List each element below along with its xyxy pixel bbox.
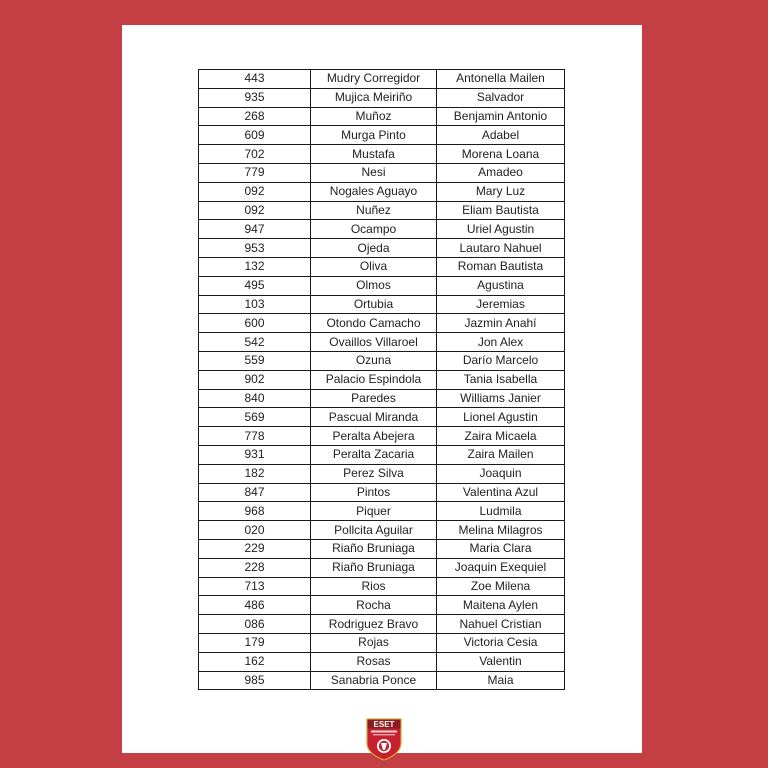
table-row bbox=[199, 633, 565, 652]
first-name-cell: Maitena Aylen bbox=[437, 596, 565, 615]
student-number-cell: 092 bbox=[199, 201, 311, 220]
student-number-cell: 935 bbox=[199, 88, 311, 107]
surname-cell: Ocampo bbox=[311, 220, 437, 239]
student-number-cell: 495 bbox=[199, 276, 311, 295]
student-number-cell: 229 bbox=[199, 539, 311, 558]
table-row bbox=[199, 314, 565, 333]
table-row bbox=[199, 445, 565, 464]
surname-cell: Peralta Zacaria bbox=[311, 445, 437, 464]
table-row bbox=[199, 182, 565, 201]
surname-cell: Palacio Espindola bbox=[311, 370, 437, 389]
surname-cell: Ozuna bbox=[311, 351, 437, 370]
student-number-cell: 985 bbox=[199, 671, 311, 690]
first-name-cell: Maria Clara bbox=[437, 539, 565, 558]
student-number-cell: 609 bbox=[199, 126, 311, 145]
surname-cell: Riaño Bruniaga bbox=[311, 539, 437, 558]
student-list-table bbox=[198, 69, 565, 690]
table-row bbox=[199, 558, 565, 577]
surname-cell: Nesi bbox=[311, 163, 437, 182]
first-name-cell: Mary Luz bbox=[437, 182, 565, 201]
surname-cell: Pintos bbox=[311, 483, 437, 502]
student-number-cell: 132 bbox=[199, 257, 311, 276]
student-number-cell: 086 bbox=[199, 615, 311, 634]
first-name-cell: Melina Milagros bbox=[437, 521, 565, 540]
first-name-cell: Nahuel Cristian bbox=[437, 615, 565, 634]
surname-cell: Nogales Aguayo bbox=[311, 182, 437, 201]
surname-cell: Mujica Meiriño bbox=[311, 88, 437, 107]
student-number-cell: 268 bbox=[199, 107, 311, 126]
first-name-cell: Valentin bbox=[437, 652, 565, 671]
first-name-cell: Adabel bbox=[437, 126, 565, 145]
student-number-cell: 840 bbox=[199, 389, 311, 408]
first-name-cell: Maia bbox=[437, 671, 565, 690]
surname-cell: Ojeda bbox=[311, 239, 437, 258]
surname-cell: Ovaillos Villaroel bbox=[311, 333, 437, 352]
surname-cell: Riaño Bruniaga bbox=[311, 558, 437, 577]
table-row bbox=[199, 671, 565, 690]
eset-shield-logo bbox=[365, 717, 403, 761]
surname-cell: Murga Pinto bbox=[311, 126, 437, 145]
surname-cell: Pollcita Aguilar bbox=[311, 521, 437, 540]
table-row bbox=[199, 464, 565, 483]
student-number-cell: 092 bbox=[199, 182, 311, 201]
first-name-cell: Tania Isabella bbox=[437, 370, 565, 389]
table-row bbox=[199, 257, 565, 276]
surname-cell: Rocha bbox=[311, 596, 437, 615]
table-row bbox=[199, 333, 565, 352]
first-name-cell: Lionel Agustin bbox=[437, 408, 565, 427]
table-row bbox=[199, 389, 565, 408]
table-row bbox=[199, 107, 565, 126]
first-name-cell: Joaquin bbox=[437, 464, 565, 483]
table-row bbox=[199, 521, 565, 540]
first-name-cell: Benjamin Antonio bbox=[437, 107, 565, 126]
student-number-cell: 182 bbox=[199, 464, 311, 483]
table-row bbox=[199, 408, 565, 427]
table-row bbox=[199, 239, 565, 258]
first-name-cell: Zaira Mailen bbox=[437, 445, 565, 464]
first-name-cell: Morena Loana bbox=[437, 145, 565, 164]
table-row bbox=[199, 201, 565, 220]
student-number-cell: 713 bbox=[199, 577, 311, 596]
table-row bbox=[199, 295, 565, 314]
student-number-cell: 778 bbox=[199, 427, 311, 446]
surname-cell: Piquer bbox=[311, 502, 437, 521]
first-name-cell: Zoe Milena bbox=[437, 577, 565, 596]
surname-cell: Mudry Corregidor bbox=[311, 70, 437, 89]
surname-cell: Sanabria Ponce bbox=[311, 671, 437, 690]
student-number-cell: 947 bbox=[199, 220, 311, 239]
surname-cell: Olmos bbox=[311, 276, 437, 295]
table-row bbox=[199, 502, 565, 521]
table-row bbox=[199, 539, 565, 558]
first-name-cell: Salvador bbox=[437, 88, 565, 107]
table-row bbox=[199, 615, 565, 634]
table-row bbox=[199, 370, 565, 389]
student-number-cell: 020 bbox=[199, 521, 311, 540]
first-name-cell: Lautaro Nahuel bbox=[437, 239, 565, 258]
surname-cell: Nuñez bbox=[311, 201, 437, 220]
student-number-cell: 953 bbox=[199, 239, 311, 258]
surname-cell: Rios bbox=[311, 577, 437, 596]
student-number-cell: 569 bbox=[199, 408, 311, 427]
surname-cell: Peralta Abejera bbox=[311, 427, 437, 446]
first-name-cell: Williams Janier bbox=[437, 389, 565, 408]
table-row bbox=[199, 483, 565, 502]
student-number-cell: 847 bbox=[199, 483, 311, 502]
table-row bbox=[199, 88, 565, 107]
student-number-cell: 779 bbox=[199, 163, 311, 182]
first-name-cell: Antonella Mailen bbox=[437, 70, 565, 89]
student-number-cell: 702 bbox=[199, 145, 311, 164]
student-number-cell: 103 bbox=[199, 295, 311, 314]
surname-cell: Mustafa bbox=[311, 145, 437, 164]
first-name-cell: Valentina Azul bbox=[437, 483, 565, 502]
table-row bbox=[199, 276, 565, 295]
table-row bbox=[199, 220, 565, 239]
first-name-cell: Roman Bautista bbox=[437, 257, 565, 276]
surname-cell: Rojas bbox=[311, 633, 437, 652]
student-number-cell: 486 bbox=[199, 596, 311, 615]
document-page bbox=[122, 25, 642, 753]
table-row bbox=[199, 351, 565, 370]
first-name-cell: Amadeo bbox=[437, 163, 565, 182]
student-number-cell: 228 bbox=[199, 558, 311, 577]
first-name-cell: Zaira Micaela bbox=[437, 427, 565, 446]
table-row bbox=[199, 70, 565, 89]
surname-cell: Paredes bbox=[311, 389, 437, 408]
student-number-cell: 559 bbox=[199, 351, 311, 370]
table-row bbox=[199, 427, 565, 446]
surname-cell: Pascual Miranda bbox=[311, 408, 437, 427]
student-number-cell: 179 bbox=[199, 633, 311, 652]
first-name-cell: Darío Marcelo bbox=[437, 351, 565, 370]
student-number-cell: 443 bbox=[199, 70, 311, 89]
first-name-cell: Victoria Cesia bbox=[437, 633, 565, 652]
surname-cell: Rosas bbox=[311, 652, 437, 671]
student-number-cell: 931 bbox=[199, 445, 311, 464]
student-number-cell: 600 bbox=[199, 314, 311, 333]
surname-cell: Ortubia bbox=[311, 295, 437, 314]
student-number-cell: 542 bbox=[199, 333, 311, 352]
table-body bbox=[199, 70, 565, 690]
table-row bbox=[199, 126, 565, 145]
table-row bbox=[199, 577, 565, 596]
first-name-cell: Jeremias bbox=[437, 295, 565, 314]
surname-cell: Muñoz bbox=[311, 107, 437, 126]
table-row bbox=[199, 652, 565, 671]
surname-cell: Perez Silva bbox=[311, 464, 437, 483]
first-name-cell: Jazmin Anahí bbox=[437, 314, 565, 333]
first-name-cell: Joaquin Exequiel bbox=[437, 558, 565, 577]
first-name-cell: Ludmila bbox=[437, 502, 565, 521]
surname-cell: Rodriguez Bravo bbox=[311, 615, 437, 634]
student-number-cell: 902 bbox=[199, 370, 311, 389]
surname-cell: Oliva bbox=[311, 257, 437, 276]
first-name-cell: Jon Alex bbox=[437, 333, 565, 352]
first-name-cell: Eliam Bautista bbox=[437, 201, 565, 220]
student-number-cell: 162 bbox=[199, 652, 311, 671]
surname-cell: Otondo Camacho bbox=[311, 314, 437, 333]
svg-text:ESET: ESET bbox=[373, 720, 395, 730]
first-name-cell: Uriel Agustin bbox=[437, 220, 565, 239]
table-row bbox=[199, 596, 565, 615]
student-number-cell: 968 bbox=[199, 502, 311, 521]
table-row bbox=[199, 163, 565, 182]
table-row bbox=[199, 145, 565, 164]
first-name-cell: Agustina bbox=[437, 276, 565, 295]
